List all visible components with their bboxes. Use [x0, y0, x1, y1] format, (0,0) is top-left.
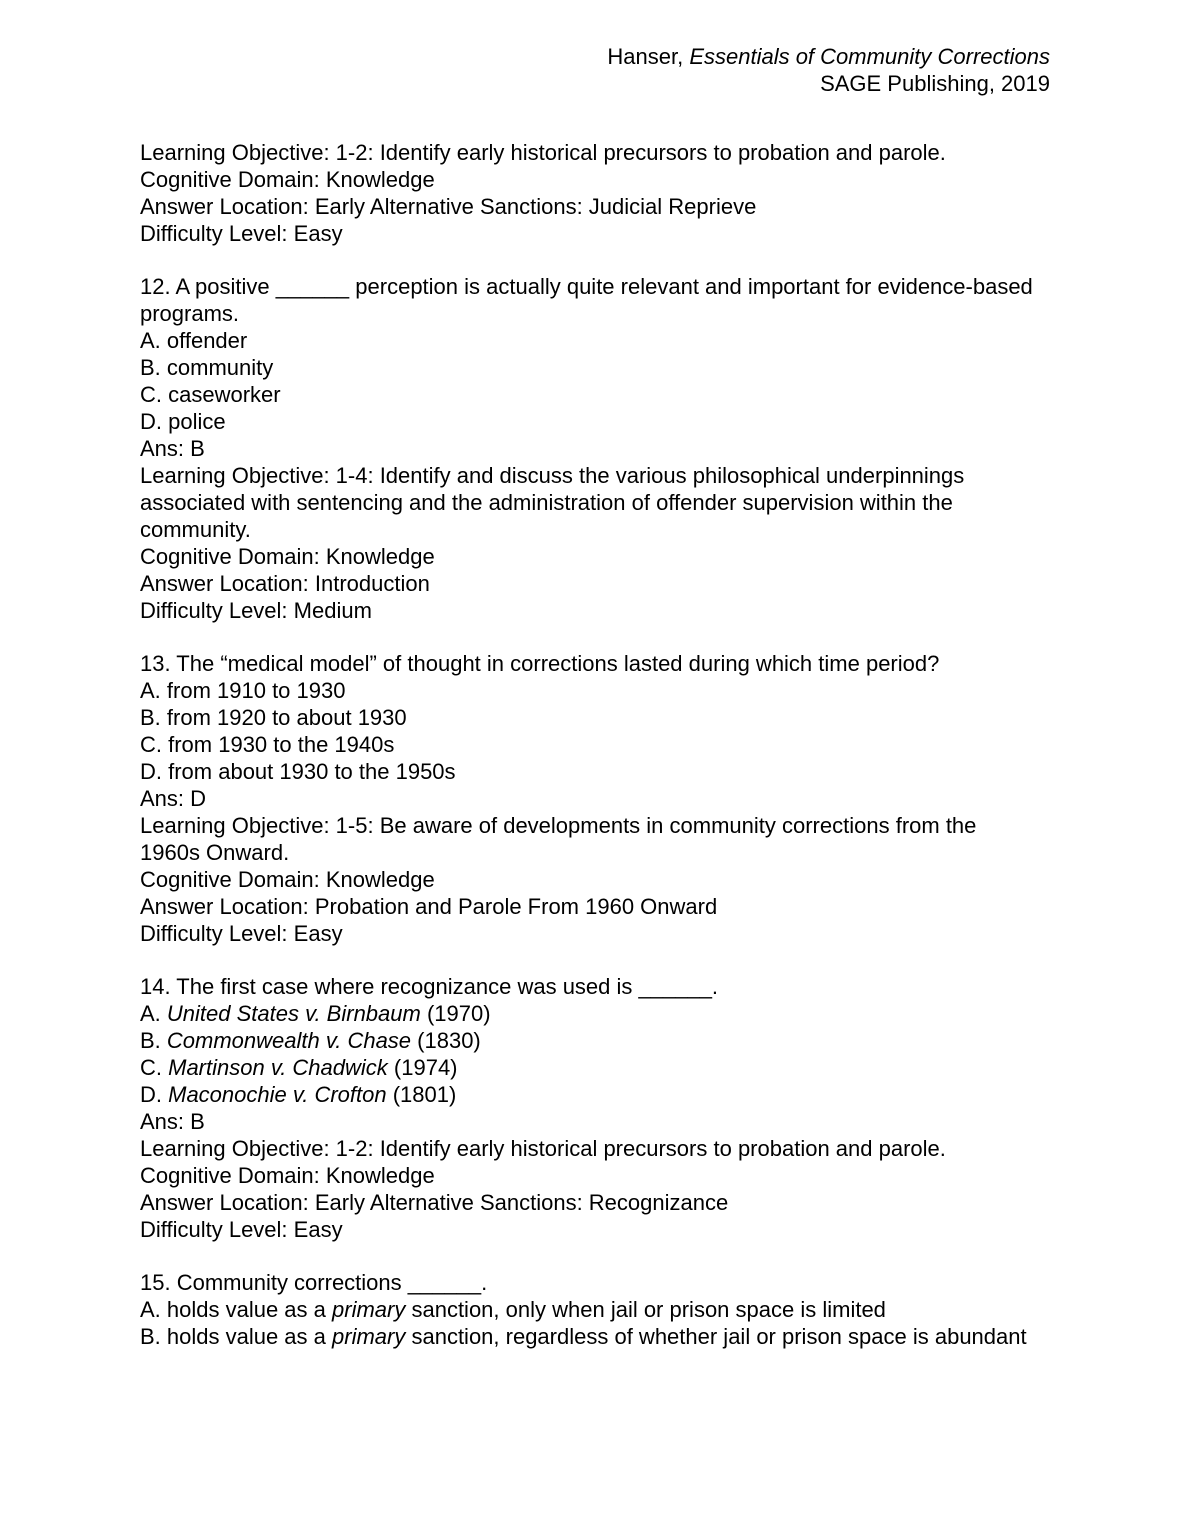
answer: Ans: B: [140, 436, 205, 461]
case-name: Maconochie v. Crofton: [168, 1082, 387, 1107]
cognitive-domain: Cognitive Domain: Knowledge: [140, 167, 435, 192]
case-year: (1974): [387, 1055, 458, 1080]
header-author: Hanser,: [607, 44, 690, 69]
option-letter: B.: [140, 1028, 167, 1053]
option-a: [140, 1000, 1040, 1027]
cognitive-domain: Cognitive Domain: Knowledge: [140, 1163, 435, 1188]
answer-location: Answer Location: Introduction: [140, 571, 430, 596]
difficulty-level: Difficulty Level: Medium: [140, 598, 372, 623]
option-d: [140, 1081, 1040, 1108]
option-b: [140, 1027, 1040, 1054]
prev-question-meta: [140, 139, 1040, 247]
option-c: C. from 1930 to the 1940s: [140, 732, 395, 757]
case-year: (1801): [386, 1082, 457, 1107]
header-citation: [607, 43, 1050, 70]
header-publisher: SAGE Publishing, 2019: [820, 71, 1050, 96]
question-stem: 12. A positive ______ perception is actually quite relevant and important for evidence-based programs.: [140, 274, 1033, 326]
question-stem: 13. The “medical model” of thought in corrections lasted during which time period?: [140, 651, 940, 676]
answer: Ans: B: [140, 1109, 205, 1134]
difficulty-level: Difficulty Level: Easy: [140, 221, 343, 246]
option-b: B. community: [140, 355, 274, 380]
option-letter: A.: [140, 1001, 167, 1026]
case-year: (1970): [420, 1001, 491, 1026]
option-c: [140, 1054, 1040, 1081]
document-body: [140, 139, 1040, 1376]
cognitive-domain: Cognitive Domain: Knowledge: [140, 544, 435, 569]
option-b: B. from 1920 to about 1930: [140, 705, 407, 730]
option-a: A. from 1910 to 1930: [140, 678, 346, 703]
option-letter: C.: [140, 1055, 169, 1080]
answer: Ans: D: [140, 786, 207, 811]
option-text-post: sanction, only when jail or prison space is limited: [405, 1297, 886, 1322]
option-a: A. offender: [140, 328, 248, 353]
answer-location: Answer Location: Probation and Parole From 1960 Onward: [140, 894, 718, 919]
option-b: [140, 1323, 1040, 1350]
header-book-title: Essentials of Community Corrections: [689, 44, 1050, 69]
case-year: (1830): [411, 1028, 481, 1053]
option-d: D. from about 1930 to the 1950s: [140, 759, 456, 784]
difficulty-level: Difficulty Level: Easy: [140, 921, 343, 946]
question-12: [140, 273, 1040, 624]
option-d: D. police: [140, 409, 226, 434]
running-header: [607, 43, 1050, 97]
answer-location: Answer Location: Early Alternative Sanctions: Judicial Reprieve: [140, 194, 757, 219]
learning-objective: Learning Objective: 1-4: Identify and discuss the various philosophical underpinnings associated with sentencing and the administration of offender supervision within the community.: [140, 463, 965, 542]
question-14: [140, 973, 1040, 1243]
case-name: United States v. Birnbaum: [166, 1001, 421, 1026]
learning-objective: Learning Objective: 1-5: Be aware of developments in community corrections from the 1960s Onward.: [140, 813, 977, 865]
question-stem: 15. Community corrections ______.: [140, 1270, 488, 1295]
option-c: C. caseworker: [140, 382, 281, 407]
option-text-pre: A. holds value as a: [140, 1297, 333, 1322]
question-15: [140, 1269, 1040, 1350]
cognitive-domain: Cognitive Domain: Knowledge: [140, 867, 435, 892]
question-stem: 14. The first case where recognizance was used is ______.: [140, 974, 719, 999]
option-letter: D.: [140, 1082, 169, 1107]
question-13: [140, 650, 1040, 947]
difficulty-level: Difficulty Level: Easy: [140, 1217, 343, 1242]
option-text-emphasis: primary: [332, 1324, 406, 1349]
option-a: [140, 1296, 1040, 1323]
learning-objective: Learning Objective: 1-2: Identify early historical precursors to probation and parole.: [140, 1136, 946, 1161]
case-name: Martinson v. Chadwick: [168, 1055, 388, 1080]
answer-location: Answer Location: Early Alternative Sanctions: Recognizance: [140, 1190, 729, 1215]
option-text-pre: B. holds value as a: [140, 1324, 333, 1349]
option-text-post: sanction, regardless of whether jail or prison space is abundant: [405, 1324, 1027, 1349]
case-name: Commonwealth v. Chase: [166, 1028, 412, 1053]
learning-objective: Learning Objective: 1-2: Identify early historical precursors to probation and parole.: [140, 140, 946, 165]
option-text-emphasis: primary: [332, 1297, 406, 1322]
